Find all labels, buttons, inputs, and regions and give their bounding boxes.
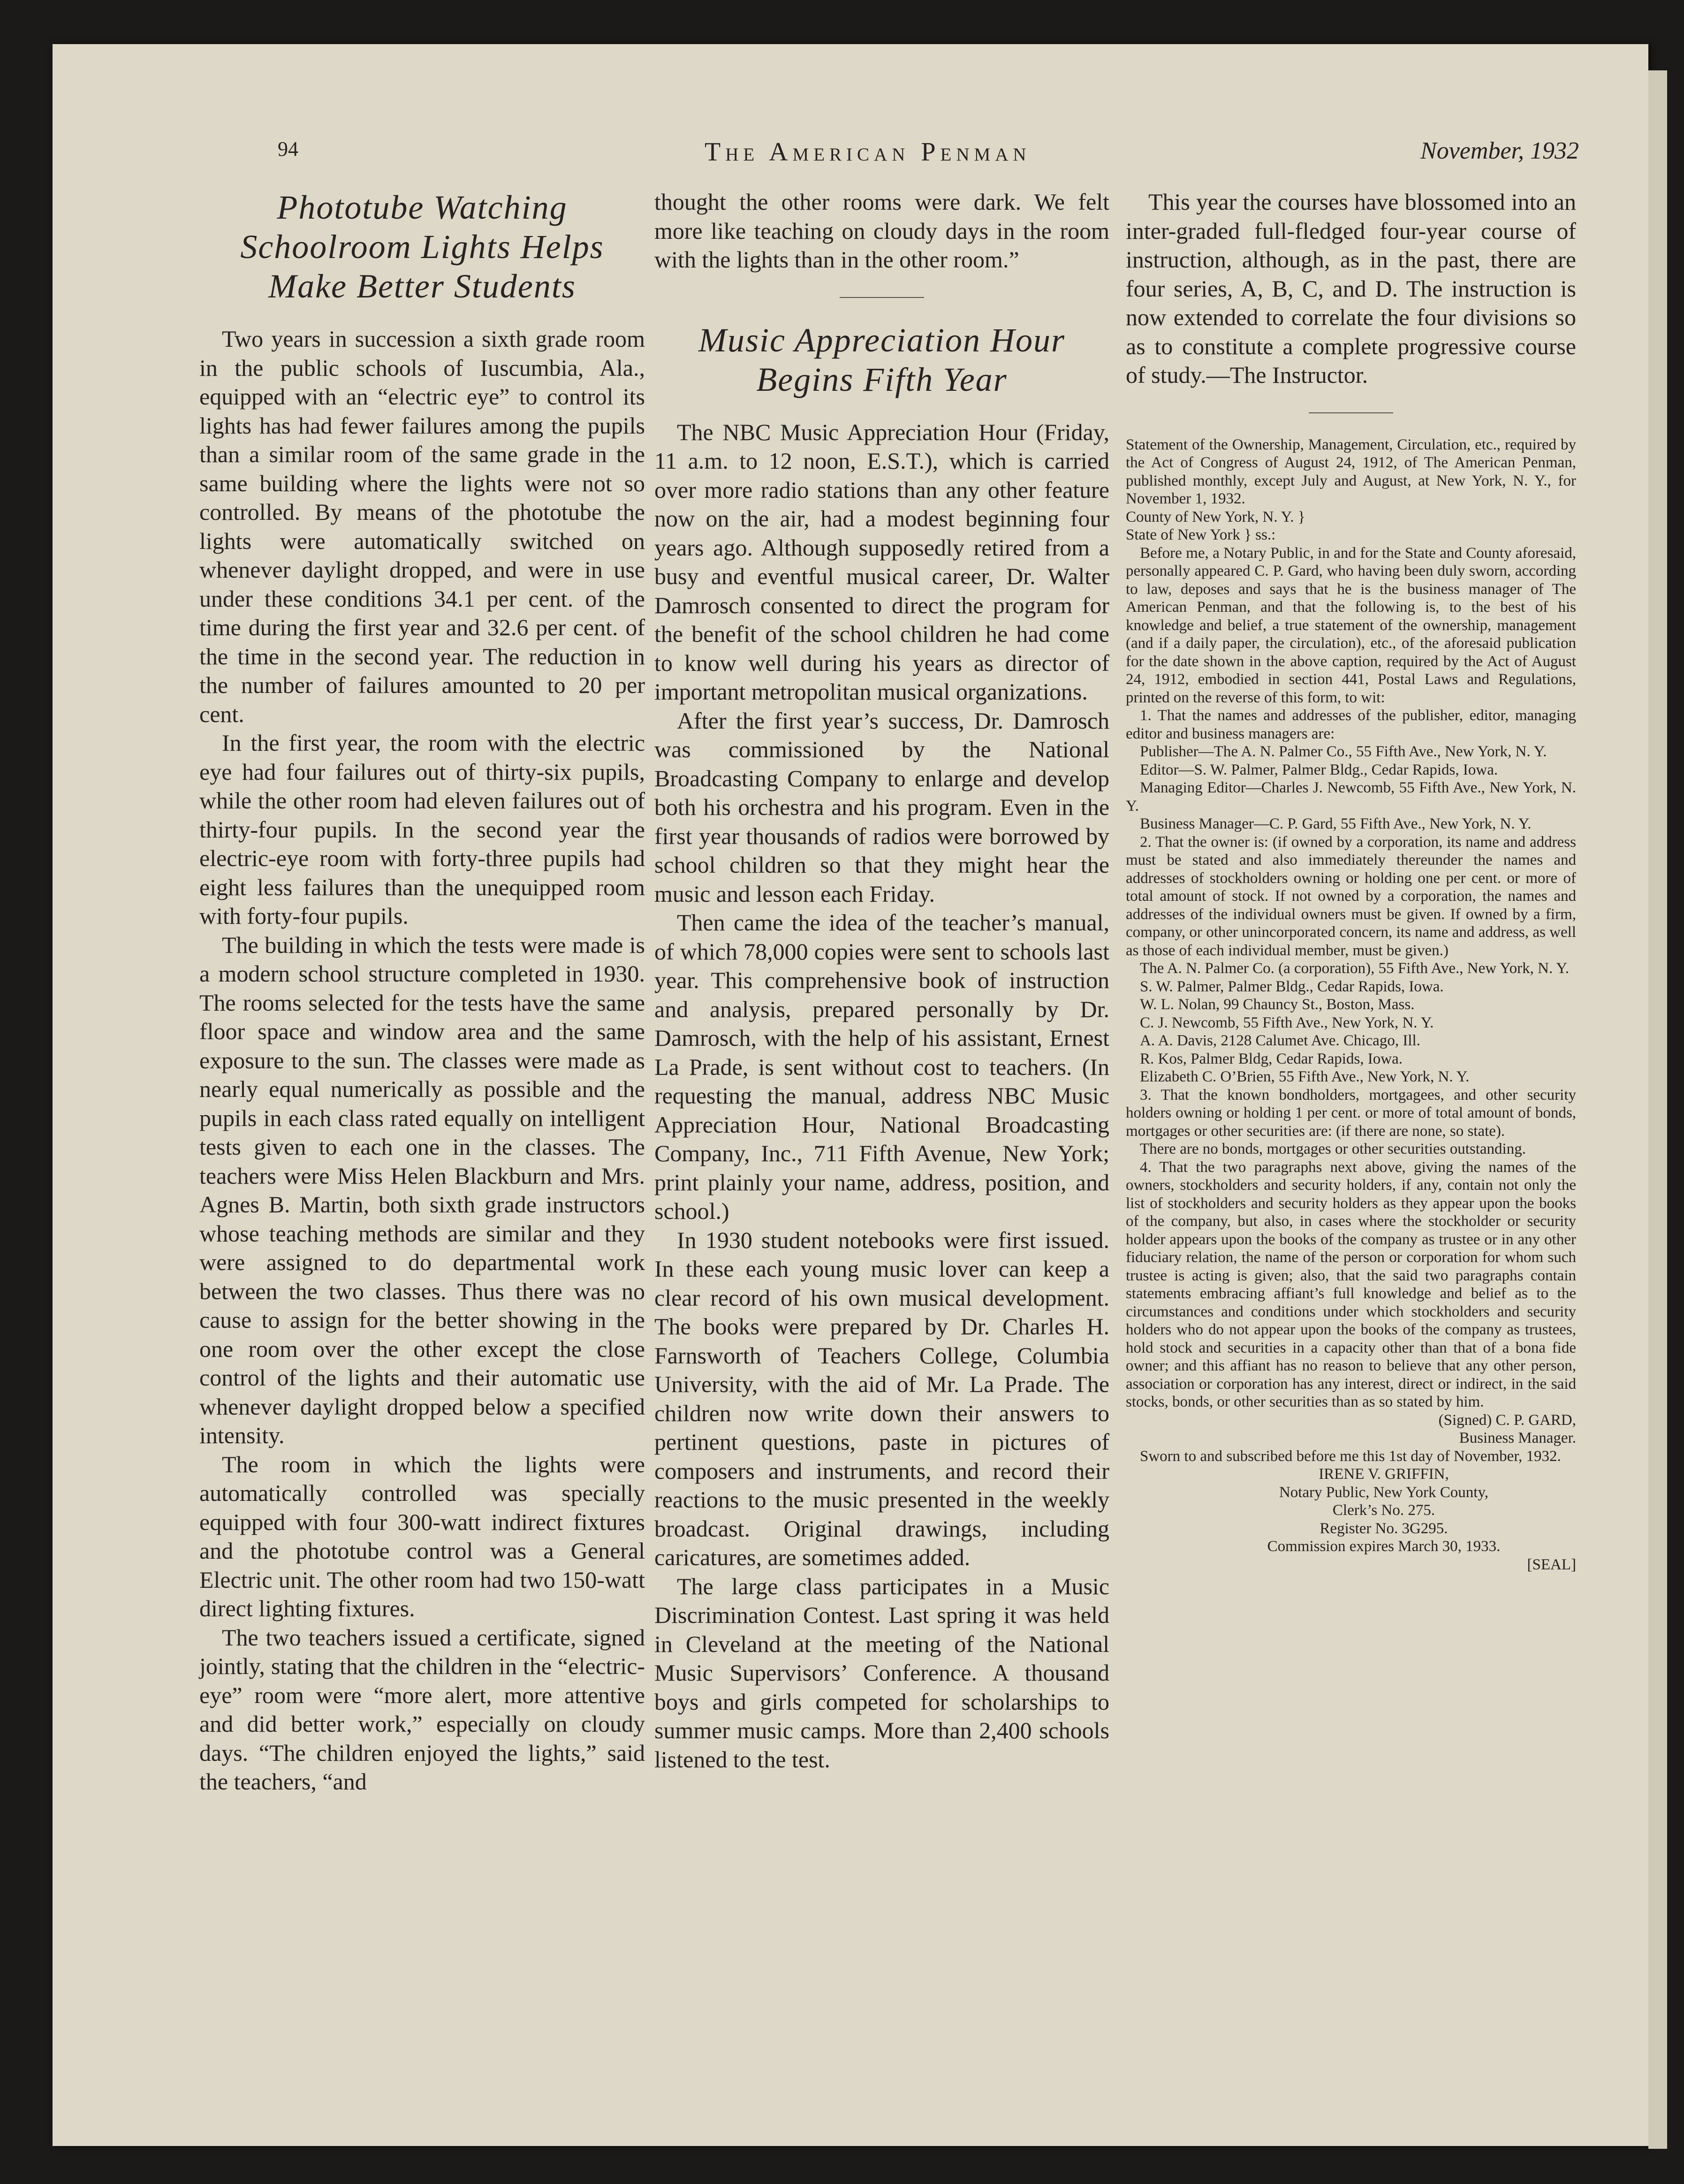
statement-paragraph: Business Manager—C. P. Gard, 55 Fifth Ave., New York, N. Y. xyxy=(1140,815,1532,832)
statement-paragraph: C. J. Newcomb, 55 Fifth Ave., New York, N. Y. xyxy=(1140,1014,1434,1031)
statement-paragraph: Editor—S. W. Palmer, Palmer Bldg., Cedar Rapids, Iowa. xyxy=(1140,761,1498,778)
commission-expiry: Commission expires March 30, 1933. xyxy=(1267,1538,1501,1555)
statement-paragraph: The A. N. Palmer Co. (a corporation), 55 Fifth Ave., New York, N. Y. xyxy=(1140,960,1570,977)
article-paragraph: In the first year, the room with the electric eye had four failures out of thirty-six pupils, while the other room had eleven failures out of thirty-four pupils. In the second year the electric-eye room with forty-three pupils had eight less failures than the unequipped room with forty-four pupils. xyxy=(199,730,645,929)
statement-paragraph: W. L. Nolan, 99 Chauncy St., Boston, Mass. xyxy=(1140,996,1415,1013)
seal-mark: [SEAL] xyxy=(1527,1556,1576,1573)
statement-paragraph: Publisher—The A. N. Palmer Co., 55 Fifth Ave., New York, N. Y. xyxy=(1140,743,1547,760)
notary-name: IRENE V. GRIFFIN, xyxy=(1319,1466,1449,1483)
statement-paragraph: There are no bonds, mortgages or other securities outstanding. xyxy=(1140,1141,1526,1157)
statement-paragraph: R. Kos, Palmer Bldg, Cedar Rapids, Iowa. xyxy=(1140,1050,1403,1067)
article-paragraph: The two teachers issued a certificate, signed jointly, stating that the children in the “electric-eye” room were “more alert, more attentive and did better work,” especially on cloudy days. “The children enjoyed the lights,” said the teachers, “and xyxy=(199,1624,645,1795)
section-divider xyxy=(1309,412,1393,413)
clerk-number: Clerk’s No. 275. xyxy=(1332,1502,1435,1519)
statement-paragraph: Managing Editor—Charles J. Newcomb, 55 Fifth Ave., New York, N. Y. xyxy=(1126,779,1576,814)
statement-venue: State of New York } ss.: xyxy=(1126,526,1276,543)
statement-paragraph: 3. That the known bondholders, mortgagees, and other security holders owning or holding 1 per cent. or more of total amount of bonds, mortgages or other securities are: (if there are none, so state). xyxy=(1126,1086,1576,1140)
column-2 xyxy=(654,188,1109,1774)
article-paragraph: The building in which the tests were made is a modern school structure completed in 1930. The rooms selected for the tests have the same floor space and window area and the same exposure to the sun. The classes were made as nearly equal numerically as possible and the pupils in each class rated equally on intelligent tests given to each one in the classes. The teachers were Miss Helen Blackburn and Mrs. Agnes B. Martin, both sixth grade instructors whose teaching methods are similar and they were assigned to do departmental work between the two classes. Thus there was no cause to assign for the better showing in the one room over the other except the close control of the lights and their automatic use whenever daylight dropped below a specified intensity. xyxy=(199,931,645,1448)
article-paragraph: The room in which the lights were automatically controlled was specially equipped with four 300-watt indirect fixtures and the phototube control was a General Electric unit. The other room had two 150-watt direct lighting fixtures. xyxy=(199,1451,645,1621)
notary-title: Notary Public, New York County, xyxy=(1279,1484,1489,1501)
statement-paragraph: 4. That the two paragraphs next above, giving the names of the owners, stockholders and security holders, if any, contain not only the list of stockholders and security holders as they appear upon the books of the company, but also, in cases where the stockholder or security holder appears upon the books of the company as trustee or in any other fiduciary relation, the name of the person or corporation for whom such trustee is acting is given; also, that the said two paragraphs contain statements embracing affiant’s full knowledge and belief as to the circumstances and conditions under which stockholders and security holders who do not appear upon the books of the company as trustees, hold stock and securities in a capacity other than that of a bona fide owner; and this affiant has no reason to believe that any other person, association or corporation has any interest, direct or indirect, in the said stocks, bonds, or other securities than as so stated by him. xyxy=(1126,1158,1576,1410)
article-paragraph: The large class participates in a Music Discrimination Contest. Last spring it was held in Cleveland at the meeting of the National Music Supervisors’ Conference. A thousand boys and girls competed for scholarships to summer music camps. More than 2,400 schools listened to the test. xyxy=(654,1573,1109,1773)
signature-line: (Signed) C. P. GARD, xyxy=(1438,1411,1576,1429)
article-headline: Phototube Watching Schoolroom Lights Helps Make Better Students xyxy=(240,189,604,305)
article-paragraph: Then came the idea of the teacher’s manual, of which 78,000 copies were sent to schools last year. This comprehensive book of instruction and analysis, prepared personally by Dr. Damrosch, with the help of his assistant, Ernest La Prade, is sent without cost to teachers. (In requesting the manual, address NBC Music Appreciation Hour, National Broadcasting Company, Inc., 711 Fifth Avenue, New York; print plainly your name, address, position, and school.) xyxy=(654,909,1109,1224)
article-headline: Music Appreciation Hour Begins Fifth Year xyxy=(698,321,1065,398)
ownership-statement xyxy=(1126,436,1576,1574)
article-paragraph: The NBC Music Appreciation Hour (Friday, 11 a.m. to 12 noon, E.S.T.), which is carried over more radio stations than any other feature now on the air, had a modest beginning four years ago. Although supposedly retired from a busy and eventful musical career, Dr. Walter Damrosch consented to direct the program for the benefit of the school children he had come to know well during his years as director of important metropolitan musical organizations. xyxy=(654,419,1109,705)
signature-title: Business Manager. xyxy=(1459,1430,1576,1446)
register-number: Register No. 3G295. xyxy=(1320,1520,1448,1537)
sworn-line: Sworn to and subscribed before me this 1st day of November, 1932. xyxy=(1140,1447,1561,1465)
statement-paragraph: A. A. Davis, 2128 Calumet Ave. Chicago, Ill. xyxy=(1140,1032,1420,1049)
article-paragraph: Two years in succession a sixth grade room in the public schools of Iuscumbia, Ala., equipped with an “electric eye” to control its lights has had fewer failures among the pupils than a similar room of the same grade in the same building where the lights were not so controlled. By means of the phototube the lights were automatically switched on whenever daylight dropped, and were in use under these conditions 34.1 per cent. of the time during the first year and 32.6 per cent. of the time in the second year. The reduction in the number of failures amounted to 20 per cent. xyxy=(199,326,645,727)
statement-venue: County of New York, N. Y. } xyxy=(1126,508,1305,525)
running-head xyxy=(53,137,1648,175)
statement-intro: Statement of the Ownership, Management, Circulation, etc., required by the Act of Congress of August 24, 1912, of The American Penman, published monthly, except July and August, at New York, N. Y., for November 1, 1932. xyxy=(1126,436,1576,507)
adjacent-page-edge xyxy=(1648,70,1667,2149)
page-number: 94 xyxy=(278,137,298,160)
statement-paragraph: Elizabeth C. O’Brien, 55 Fifth Ave., New York, N. Y. xyxy=(1140,1068,1470,1085)
journal-title: The American Penman xyxy=(705,137,1031,167)
article-continuation: thought the other rooms were dark. We felt more like teaching on cloudy days in the room with the lights than in the other room.” xyxy=(654,189,1109,273)
section-divider xyxy=(840,297,924,298)
issue-date: November, 1932 xyxy=(1420,137,1579,164)
article-paragraph: In 1930 student notebooks were first issued. In these each young music lover can keep a clear record of his own musical development. The books were prepared by Dr. Charles H. Farnsworth of Teachers College, Columbia University, with the aid of Mr. La Prade. The children now write down their answers to pertinent questions, paste in pictures of composers and instruments, and record their reactions to the music presented in the weekly broadcast. Original drawings, including caricatures, are sometimes added. xyxy=(654,1226,1109,1570)
article-continuation: This year the courses have blossomed into an inter-graded full-fledged four-year course of instruction, although, as in the past, there are four series, A, B, C, and D. The instruction is now extended to correlate the four divisions so as to constitute a complete progressive course of study.—The Instructor. xyxy=(1126,189,1576,388)
statement-paragraph: 1. That the names and addresses of the publisher, editor, managing editor and business managers are: xyxy=(1126,707,1576,742)
statement-paragraph: 2. That the owner is: (if owned by a corporation, its name and address must be stated and also immediately thereunder the names and addresses of stockholders owning or holding one per cent. or more of total amount of stock. If not owned by a corporation, the names and addresses of the individual owners must be given. If owned by a firm, company, or other unincorporated concern, its name and address, as well as those of each individual member, must be given.) xyxy=(1126,833,1576,959)
article-paragraph: After the first year’s success, Dr. Damrosch was commissioned by the National Broadcasting Company to enlarge and develop both his orchestra and his program. Even in the first year thousands of radios were borrowed by school children so that they might hear the music and lesson each Friday. xyxy=(654,707,1109,907)
column-1 xyxy=(199,188,645,1796)
statement-paragraph: Before me, a Notary Public, in and for the State and County aforesaid, personally appeared C. P. Gard, who having been duly sworn, according to law, deposes and says that he is the business manager of The American Penman, and that the following is, to the best of his knowledge and belief, a true statement of the ownership, management (and if a daily paper, the circulation), etc., of the aforesaid publication for the date shown in the above caption, required by the Act of August 24, 1912, embodied in section 441, Postal Laws and Regulations, printed on the reverse of this form, to wit: xyxy=(1126,544,1576,706)
statement-paragraph: S. W. Palmer, Palmer Bldg., Cedar Rapids, Iowa. xyxy=(1140,978,1444,995)
column-3 xyxy=(1126,188,1576,1574)
